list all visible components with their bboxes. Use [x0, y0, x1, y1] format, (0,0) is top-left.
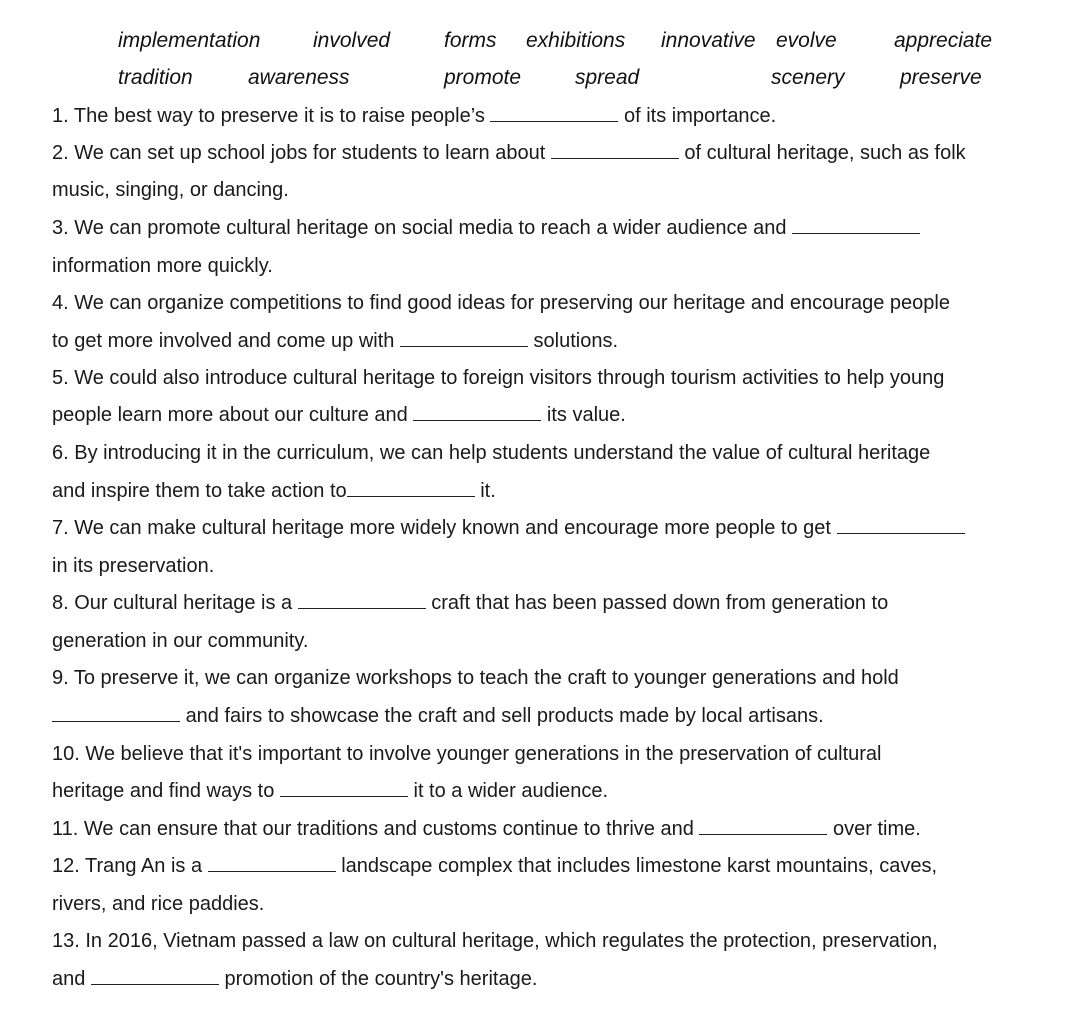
- question-6-line: 6. By introducing it in the curriculum, we can help students understand the value of cultural heritage: [52, 442, 931, 464]
- answer-blank-13[interactable]: [91, 983, 219, 985]
- question-4-continuation: to get more involved and come up with solutions.: [52, 330, 619, 352]
- question-13-continuation: and promotion of the country's heritage.: [52, 968, 538, 990]
- question-11-line: 11. We can ensure that our traditions and customs continue to thrive and over time.: [52, 818, 921, 840]
- question-7-line: 7. We can make cultural heritage more widely known and encourage more people to get: [52, 517, 965, 540]
- answer-blank-3[interactable]: [792, 232, 920, 234]
- question-8-continuation: generation in our community.: [52, 630, 309, 652]
- answer-blank-7[interactable]: [837, 532, 965, 534]
- answer-blank-12[interactable]: [208, 870, 336, 872]
- question-10-line: 10. We believe that it's important to involve younger generations in the preservation of cultural: [52, 743, 882, 765]
- question-2-line: 2. We can set up school jobs for students to learn about of cultural heritage, such as folk: [52, 142, 966, 164]
- question-9-continuation: and fairs to showcase the craft and sell products made by local artisans.: [52, 705, 824, 728]
- question-12-continuation: rivers, and rice paddies.: [52, 893, 265, 915]
- question-8-line: 8. Our cultural heritage is a craft that has been passed down from generation to: [52, 592, 889, 614]
- question-6-continuation: and inspire them to take action to it.: [52, 480, 496, 502]
- question-7-continuation: in its preservation.: [52, 555, 215, 577]
- question-9-line: 9. To preserve it, we can organize workshops to teach the craft to younger generations and hold: [52, 667, 899, 689]
- word-bank-item: spread: [575, 66, 640, 89]
- answer-blank-4[interactable]: [400, 345, 528, 347]
- question-3-continuation: information more quickly.: [52, 255, 273, 277]
- word-bank-item: involved: [313, 29, 391, 52]
- question-13-line: 13. In 2016, Vietnam passed a law on cultural heritage, which regulates the protection, preservation,: [52, 930, 938, 952]
- question-5-line: 5. We could also introduce cultural heritage to foreign visitors through tourism activities to help young: [52, 367, 945, 389]
- question-12-line: 12. Trang An is a landscape complex that includes limestone karst mountains, caves,: [52, 855, 938, 877]
- question-3-line: 3. We can promote cultural heritage on social media to reach a wider audience and: [52, 217, 920, 240]
- word-bank-item: awareness: [248, 66, 350, 89]
- word-bank-item: evolve: [776, 29, 837, 52]
- question-2-continuation: music, singing, or dancing.: [52, 179, 289, 201]
- word-bank-item: promote: [444, 66, 522, 89]
- word-bank-item: innovative: [661, 29, 756, 52]
- question-4-line: 4. We can organize competitions to find good ideas for preserving our heritage and encourage people: [52, 292, 950, 314]
- answer-blank-5[interactable]: [413, 419, 541, 421]
- answer-blank-1[interactable]: [490, 120, 618, 122]
- word-bank-item: exhibitions: [526, 29, 626, 52]
- answer-blank-8[interactable]: [298, 607, 426, 609]
- answer-blank-2[interactable]: [551, 157, 679, 159]
- question-1-line: 1. The best way to preserve it is to raise people’s of its importance.: [52, 105, 777, 127]
- word-bank-item: forms: [444, 29, 497, 52]
- question-5-continuation: people learn more about our culture and its value.: [52, 404, 626, 426]
- word-bank-item: appreciate: [894, 29, 993, 52]
- question-10-continuation: heritage and find ways to it to a wider audience.: [52, 780, 609, 802]
- answer-blank-10[interactable]: [280, 795, 408, 797]
- answer-blank-11[interactable]: [699, 833, 827, 835]
- word-bank-item: implementation: [118, 29, 261, 52]
- word-bank-item: scenery: [771, 66, 845, 89]
- word-bank-item: preserve: [900, 66, 982, 89]
- answer-blank-9[interactable]: [52, 720, 180, 722]
- answer-blank-6[interactable]: [347, 495, 475, 497]
- word-bank-item: tradition: [118, 66, 193, 89]
